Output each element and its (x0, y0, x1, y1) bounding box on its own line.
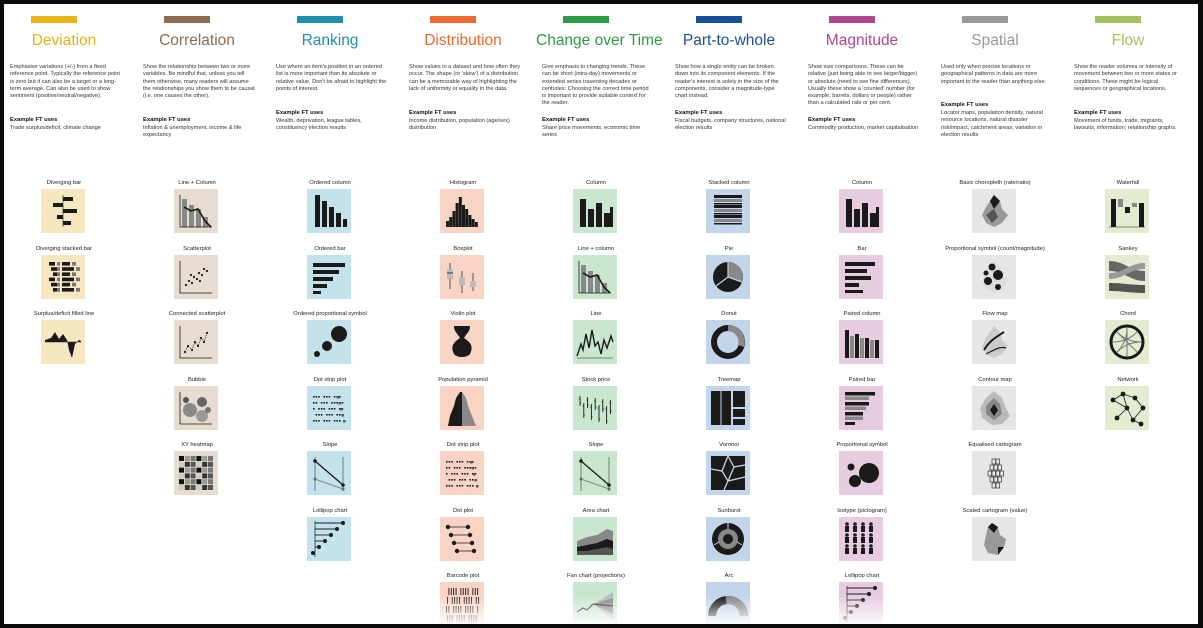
chart-type-label: Dot plot (453, 507, 473, 514)
category-color-bar (829, 16, 875, 23)
pie-icon (706, 255, 750, 299)
chart-type-line-column (536, 246, 656, 312)
chart-type-label: Dot strip plot (446, 442, 480, 448)
chart-type-label: Network (1117, 376, 1139, 383)
category-color-bar (696, 16, 742, 23)
uses-text: Movement of funds, trade, migrants, lawsuits, information; relationship graphs. (1074, 117, 1177, 131)
lollipop-icon (839, 582, 883, 624)
fan-icon (573, 582, 617, 624)
ordered-symbol-icon (307, 320, 351, 364)
isotype-icon (839, 517, 883, 561)
chart-type-line (536, 311, 656, 377)
chart-type-label: Slope (588, 442, 604, 448)
chart-type-waterfall (1068, 180, 1188, 246)
choropleth-icon (972, 189, 1016, 233)
chart-type-fan (536, 573, 656, 624)
uses-text: Trade surplus/deficit, climate change (10, 124, 101, 131)
chart-type-boxplot (403, 246, 523, 312)
chart-type-ordered-column (270, 180, 390, 246)
uses-heading: Example FT uses (808, 116, 856, 123)
uses-text: Wealth, deprivation, league tables, constituency election results (276, 117, 362, 131)
chart-type-connected-scatter (137, 311, 257, 377)
scatterplot-icon (174, 255, 218, 299)
chart-type-eq-cartogram (935, 442, 1055, 508)
chart-type-label: Barcode plot (446, 573, 480, 579)
sunburst-icon (706, 517, 750, 561)
category-description: Used only when precise locations or geographical patterns in data are more important to the reader than anything else. (941, 64, 1047, 85)
category-color-bar (164, 16, 210, 23)
chart-type-label: Paired bar (848, 376, 876, 383)
category-color-bar (1095, 16, 1141, 23)
chord-icon (1105, 320, 1149, 364)
chart-type-arc (669, 573, 789, 624)
chart-type-isotype (802, 508, 922, 574)
chart-type-sunburst (669, 508, 789, 574)
bar-icon (839, 255, 883, 299)
chart-type-ordered-symbol (270, 311, 390, 377)
category-description: Show how a single entity can be broken down into its component elements. If the reader's interest is solely in the size of the components, consider a magnitude-type chart instead. (675, 64, 779, 100)
uses-text: Commodity production, market capitalisation (808, 124, 919, 131)
chart-type-flow-map (935, 311, 1055, 377)
chart-type-surplus-line (4, 311, 124, 377)
chart-type-dot-strip (270, 377, 390, 443)
chart-type-histogram (403, 180, 523, 246)
uses-heading: Example FT uses (542, 116, 590, 123)
prop-map-icon (972, 255, 1016, 299)
connected-scatter-icon (174, 320, 218, 364)
chart-type-diverging-bar (4, 180, 124, 246)
chart-type-label: Chord (1120, 311, 1136, 317)
chart-type-stock-price (536, 377, 656, 443)
uses-text: Fiscal budgets, company structures, national election results (675, 117, 786, 131)
chart-type-bubble (137, 377, 257, 443)
uses-heading: Example FT uses (941, 102, 989, 109)
chart-type-heatmap (137, 442, 257, 508)
category-description: Emphasise variations (+/-) from a fixed reference point. Typically the reference point is zero but it can also be a target or a long-term average. Can also be used to show sentiment (positive/neutral/negative). (10, 64, 120, 100)
dot-plot-icon (440, 517, 484, 561)
eq-cartogram-icon (972, 451, 1016, 495)
category-color-bar (430, 16, 476, 23)
chart-type-label: Line + column (577, 245, 615, 252)
chart-type-label: Equalised cartogram (968, 442, 1022, 448)
chart-type-label: Arc (724, 573, 734, 579)
ordered-column-icon (307, 189, 351, 233)
chart-type-label: Line (590, 311, 602, 317)
chart-type-stacked-column (669, 180, 789, 246)
uses-heading: Example FT uses (1074, 109, 1122, 116)
category-description: Show size comparisons. These can be relative (just being able to see larger/bigger) or absolute (need to see fine differences). Usually these show a 'counted' number (for example, barrels, dollars or people) rather than a calculated rate or per cent. (808, 64, 918, 107)
chart-type-label: Diverging stacked bar (35, 245, 93, 252)
prop-symbol-icon (839, 451, 883, 495)
chart-type-label: Flow map (982, 311, 1008, 317)
diverging-stacked-bar-icon (41, 255, 85, 299)
chart-type-slope (270, 442, 390, 508)
paired-bar-icon (839, 386, 883, 430)
chart-type-choropleth (935, 180, 1055, 246)
chart-type-label: Sankey (1118, 245, 1138, 252)
stock-price-icon (573, 386, 617, 430)
chart-type-lollipop (802, 573, 922, 624)
category-description: Show the relationship between two or more variables. Be mindful that, unless you tell them otherwise, many readers will assume the relationships you show them to be causal (i.e. one causes the other). (143, 64, 255, 100)
network-icon (1105, 386, 1149, 430)
chart-type-label: Lollipop chart (844, 573, 880, 579)
line-column-icon (174, 189, 218, 233)
dot-strip-icon (440, 451, 484, 495)
category-title: Part-to-whole (682, 32, 776, 49)
waterfall-icon (1105, 189, 1149, 233)
chart-vocabulary-poster (4, 4, 1198, 624)
chart-type-label: Isotype (pictogram) (837, 507, 887, 514)
contour-icon (972, 386, 1016, 430)
chart-type-label: Connected scatterplot (168, 311, 226, 317)
histogram-icon (440, 189, 484, 233)
chart-type-label: Surplus/deficit filled line (33, 311, 95, 317)
chart-type-label: Paired column (843, 311, 881, 317)
chart-type-label: Population pyramid (438, 376, 488, 383)
chart-type-paired-bar (802, 377, 922, 443)
chart-type-label: Histogram (449, 180, 477, 186)
sc-cartogram-icon (972, 517, 1016, 561)
chart-type-label: Bar (857, 245, 867, 252)
chart-type-label: Pie (724, 245, 734, 252)
uses-text: Locator maps, population density, natural resource locations, natural disaster risk/impact, catchment areas, variation in election results (941, 110, 1043, 139)
chart-type-column (536, 180, 656, 246)
violin-icon (440, 320, 484, 364)
chart-type-voronoi (669, 442, 789, 508)
category-description: Give emphasis to changing trends. These can be short (intra-day) movements or extended series traversing decades or centuries: Choosing the correct time period is important to provide suitable context for the reader. (542, 64, 649, 107)
chart-type-paired-column (802, 311, 922, 377)
category-title: Magnitude (825, 32, 899, 49)
flow-map-icon (972, 320, 1016, 364)
chart-type-dot-strip (403, 442, 523, 508)
uses-heading: Example FT uses (276, 109, 324, 116)
category-color-bar (297, 16, 343, 23)
chart-type-label: Waterfall (1116, 180, 1140, 186)
category-title: Correlation (159, 32, 235, 49)
chart-type-prop-map (935, 246, 1055, 312)
surplus-line-icon (41, 320, 85, 364)
sankey-icon (1105, 255, 1149, 299)
chart-type-label: Column (852, 180, 872, 186)
chart-type-diverging-stacked-bar (4, 246, 124, 312)
chart-type-label: Dot strip plot (313, 376, 347, 383)
chart-type-label: Treemap (717, 376, 741, 383)
chart-type-label: Stacked column (708, 180, 750, 186)
slope-icon (573, 451, 617, 495)
chart-type-contour (935, 377, 1055, 443)
area-icon (573, 517, 617, 561)
category-title: Deviation (31, 32, 97, 49)
uses-text: Income distribution, population (age/sex) distribution (409, 117, 510, 131)
column-icon (573, 189, 617, 233)
chart-type-label: Contour map (978, 376, 1012, 383)
heatmap-icon (174, 451, 218, 495)
chart-type-line-column (137, 180, 257, 246)
chart-type-label: Voronoi (719, 442, 739, 448)
treemap-icon (706, 386, 750, 430)
chart-type-label: Basic choropleth (rate/ratio) (959, 180, 1031, 186)
slope-icon (307, 451, 351, 495)
category-description: Show values in a dataset and how often they occur. The shape (or 'skew') of a distribution can be a memorable way of highlighting the lack of uniformity or equality in the data. (409, 64, 521, 92)
barcode-icon (440, 582, 484, 624)
uses-text: Share price movements, economic time series (542, 124, 641, 139)
chart-type-label: Fan chart (projections) (567, 573, 625, 579)
chart-type-label: Proportional symbol (836, 442, 888, 448)
dot-strip-icon (307, 386, 351, 430)
chart-type-label: Column (586, 180, 606, 186)
diverging-bar-icon (41, 189, 85, 233)
chart-type-pyramid (403, 377, 523, 443)
chart-type-label: Scatterplot (183, 245, 211, 252)
ordered-bar-icon (307, 255, 351, 299)
chart-type-slope (536, 442, 656, 508)
chart-type-label: Diverging bar (46, 180, 82, 186)
chart-type-sc-cartogram (935, 508, 1055, 574)
category-title: Spatial (971, 32, 1019, 49)
category-color-bar (962, 16, 1008, 23)
chart-type-label: Ordered proportional symbol (293, 311, 367, 317)
chart-type-dot-plot (403, 508, 523, 574)
chart-type-donut (669, 311, 789, 377)
chart-type-violin (403, 311, 523, 377)
category-title: Ranking (301, 32, 359, 49)
chart-type-lollipop (270, 508, 390, 574)
column-icon (839, 189, 883, 233)
chart-type-ordered-bar (270, 246, 390, 312)
category-title: Change over Time (536, 32, 663, 49)
category-title: Flow (1111, 32, 1145, 49)
chart-type-sankey (1068, 246, 1188, 312)
chart-type-label: Area chart (582, 507, 610, 514)
chart-type-label: Bubble (187, 376, 207, 383)
chart-type-area (536, 508, 656, 574)
chart-type-label: Stock price (581, 376, 611, 383)
uses-heading: Example FT uses (143, 116, 191, 123)
boxplot-icon (440, 255, 484, 299)
chart-type-label: Slope (322, 442, 338, 448)
chart-type-label: Violin plot (450, 311, 476, 317)
pyramid-icon (440, 386, 484, 430)
category-description: Use where an item's position in an ordered list is more important than its absolute or relative value. Don't be afraid to highlight the points of interest. (276, 64, 387, 92)
donut-icon (706, 320, 750, 364)
uses-heading: Example FT uses (675, 109, 723, 116)
voronoi-icon (706, 451, 750, 495)
chart-type-scatterplot (137, 246, 257, 312)
chart-type-label: XY heatmap (181, 442, 213, 448)
chart-type-label: Donut (721, 311, 737, 317)
chart-type-label: Line + Column (178, 180, 216, 186)
uses-heading: Example FT uses (10, 116, 58, 123)
uses-heading: Example FT uses (409, 109, 457, 116)
chart-type-treemap (669, 377, 789, 443)
line-icon (573, 320, 617, 364)
chart-type-label: Boxplot (453, 245, 473, 252)
line-column-icon (573, 255, 617, 299)
chart-type-label: Ordered bar (314, 245, 346, 252)
chart-type-chord (1068, 311, 1188, 377)
chart-type-label: Sunburst (717, 507, 741, 514)
lollipop-icon (307, 517, 351, 561)
chart-type-label: Proportional symbol (count/magnitude) (945, 245, 1045, 252)
category-title: Distribution (424, 32, 502, 49)
chart-type-label: Scaled cartogram (value) (962, 507, 1028, 514)
category-color-bar (31, 16, 77, 23)
chart-type-pie (669, 246, 789, 312)
chart-type-label: Lollipop chart (312, 507, 348, 514)
chart-type-bar (802, 246, 922, 312)
category-description: Show the reader volumes or intensity of movement between two or more states or conditions. These might be logical sequences or geographical locations. (1074, 64, 1177, 92)
paired-column-icon (839, 320, 883, 364)
chart-type-barcode (403, 573, 523, 624)
uses-text: Inflation & unemployment, income & life expectancy (143, 124, 242, 139)
category-color-bar (563, 16, 609, 23)
arc-icon (706, 582, 750, 624)
bubble-icon (174, 386, 218, 430)
stacked-column-icon (706, 189, 750, 233)
chart-type-network (1068, 377, 1188, 443)
chart-type-prop-symbol (802, 442, 922, 508)
chart-type-column (802, 180, 922, 246)
chart-type-label: Ordered column (309, 180, 351, 186)
